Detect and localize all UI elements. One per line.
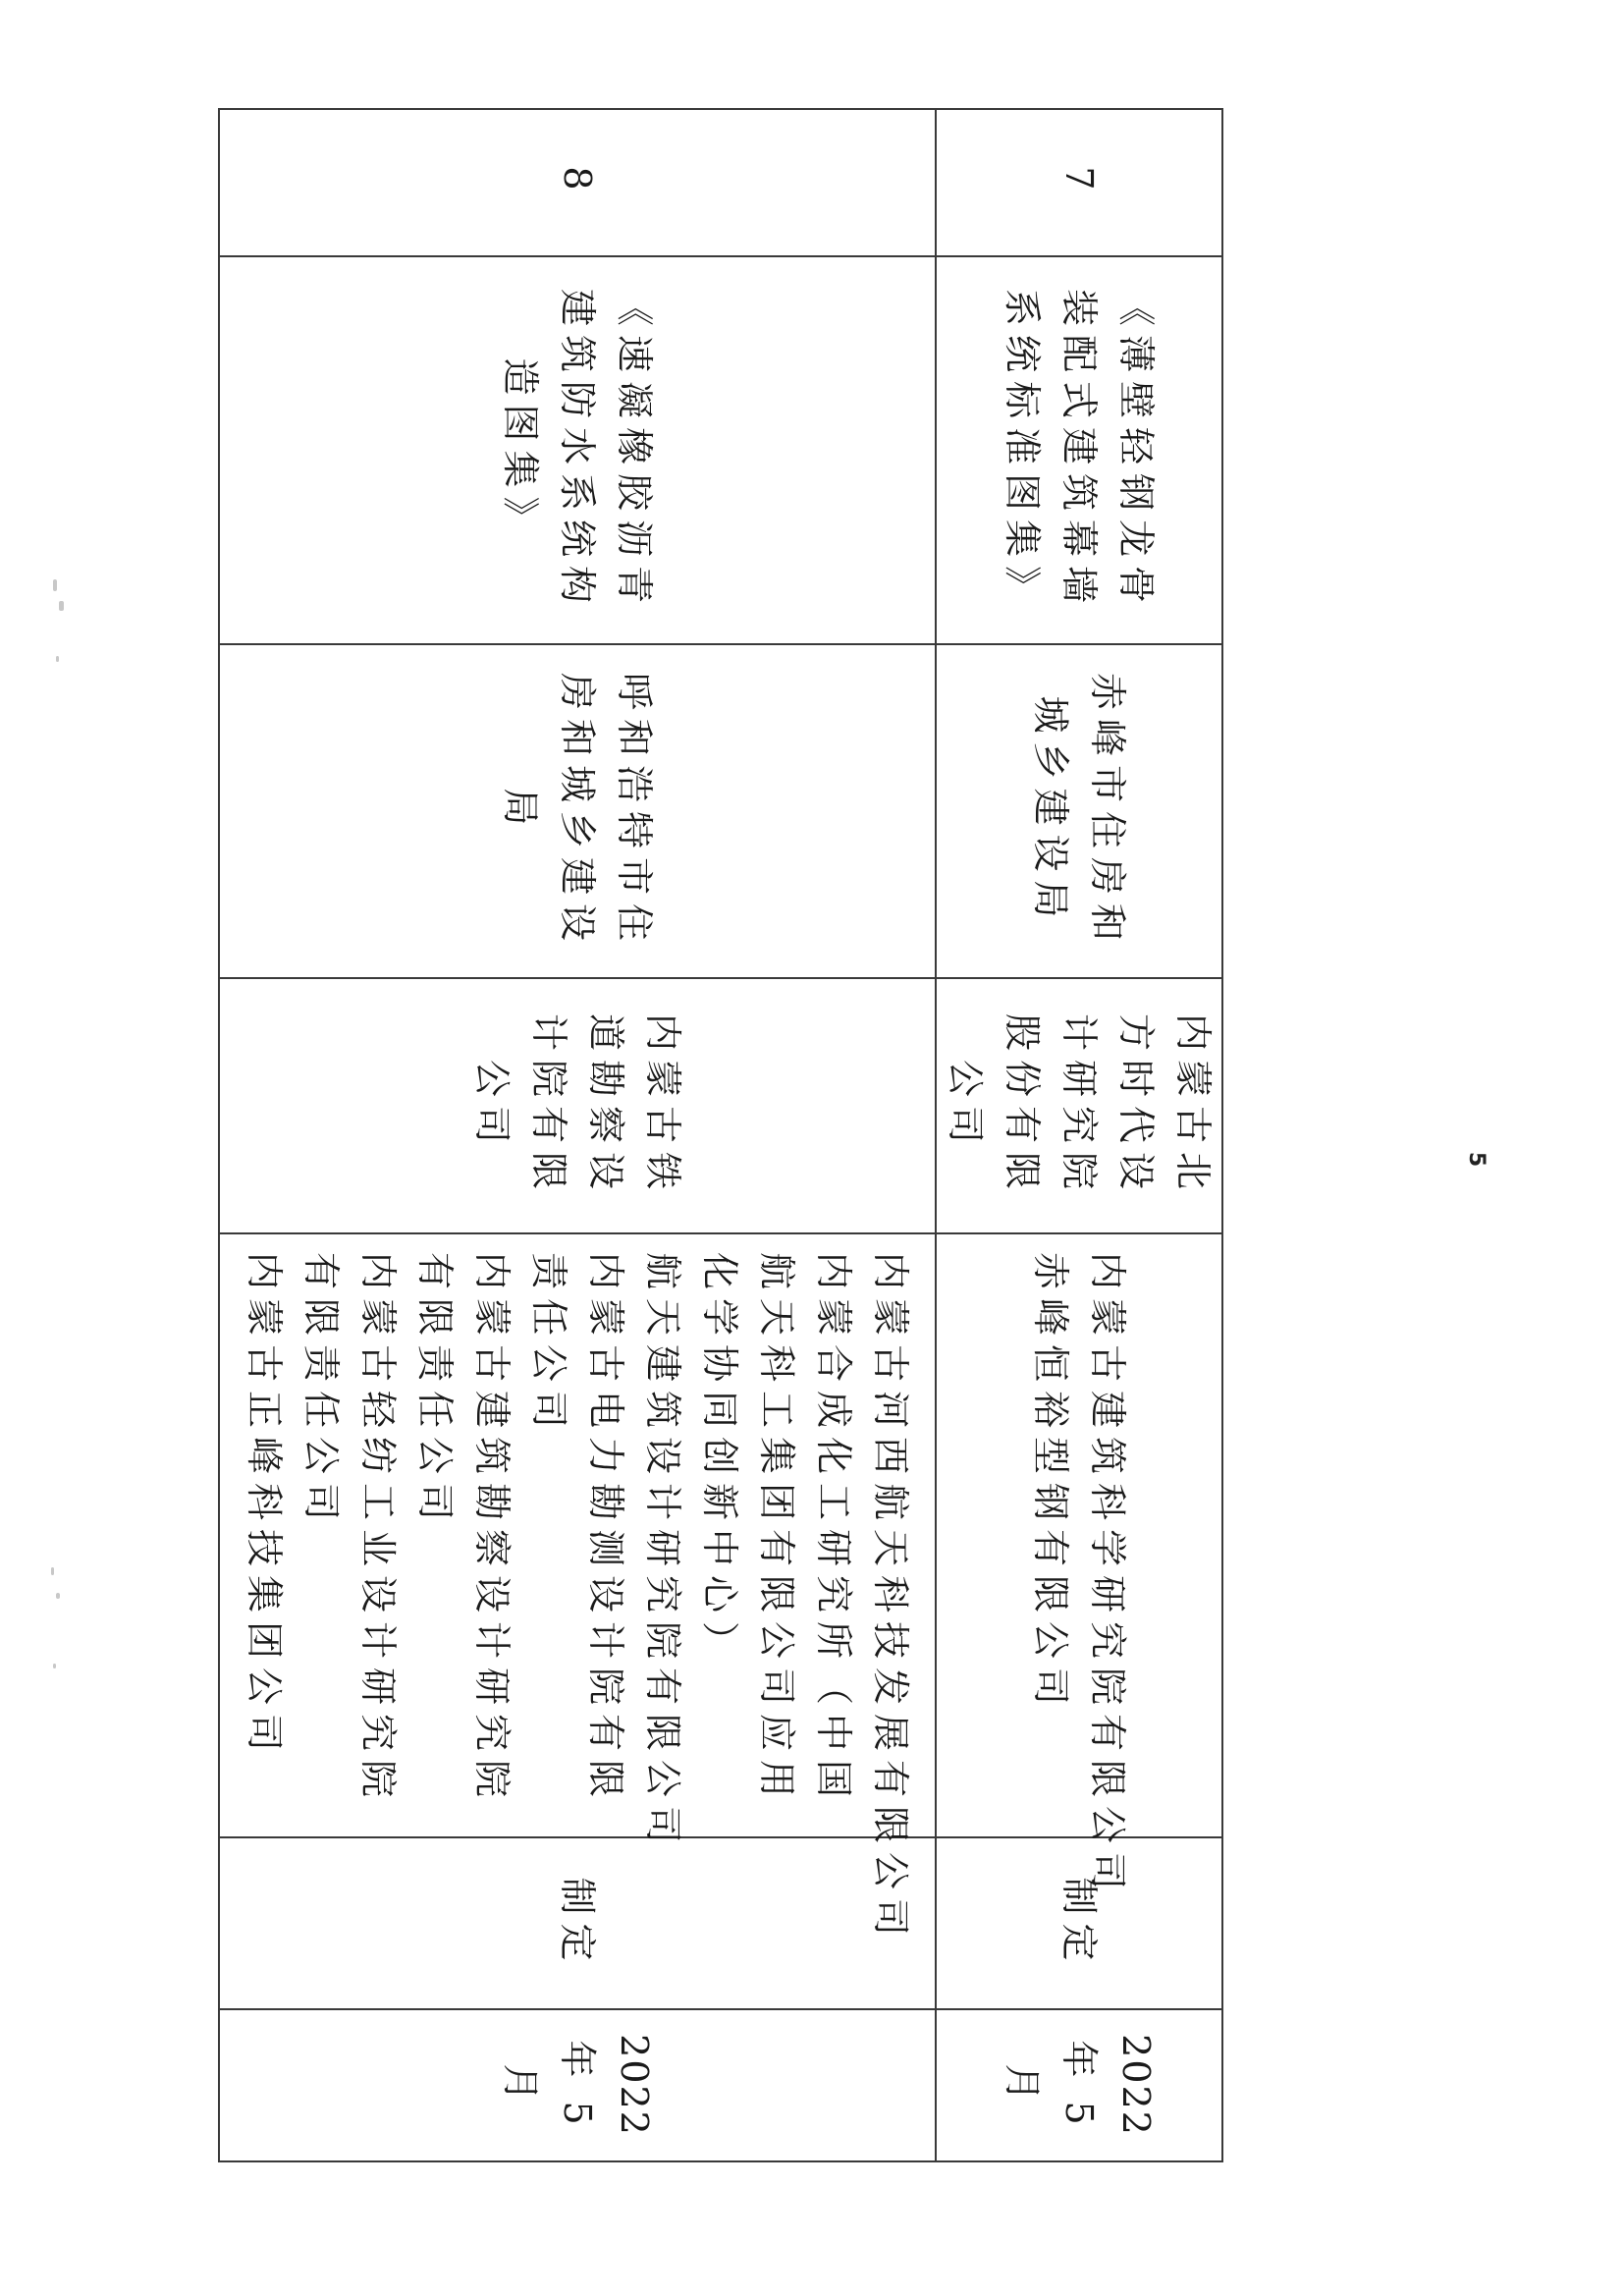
- scan-speck: [56, 656, 59, 662]
- completion-date: [219, 2009, 936, 2161]
- scan-speck: [59, 601, 64, 611]
- date-month: 年 5 月: [499, 2040, 599, 2131]
- participant-unit: 内蒙古河西航天科技发展有限公司: [869, 1252, 912, 1945]
- completion-date: [936, 2009, 1222, 2161]
- rotated-table-container: [242, 108, 1223, 2137]
- atlas-name: 《速凝橡胶沥青建筑防水系统构造图集》: [219, 256, 936, 644]
- row-number: 7: [936, 109, 1222, 256]
- date-year: 2022: [1114, 2034, 1158, 2137]
- table-row: [219, 109, 936, 2161]
- date-year: 2022: [613, 2034, 656, 2137]
- row-number: 8: [219, 109, 936, 256]
- organizer-unit: 赤峰市住房和城乡建设局: [936, 644, 1222, 978]
- participant-unit: 内蒙古正峰科技集团公司: [243, 1252, 286, 1761]
- table-row: [936, 109, 1222, 2161]
- participant-unit: 内蒙古电力勘测设计院有限责任公司: [527, 1252, 627, 1807]
- participant-unit: 内蒙古轻纺工业设计研究院有限责任公司: [299, 1252, 400, 1807]
- compiler-unit: 内蒙古北方时代设计研究院股份有限公司: [936, 978, 1222, 1233]
- scan-speck: [53, 579, 57, 591]
- scan-speck: [51, 1567, 54, 1575]
- compiler-unit: 内蒙古铁道勘察设计院有限公司: [219, 978, 936, 1233]
- participant-unit: 航天建筑设计研究院有限公司: [641, 1252, 684, 1853]
- date-month: 年 5 月: [1001, 2040, 1101, 2131]
- organizer-unit: 呼和浩特市住房和城乡建设局: [219, 644, 936, 978]
- participant-units: [936, 1233, 1222, 1899]
- work-type: 制定: [936, 1837, 1222, 2009]
- atlas-name: 《薄壁轻钢龙骨装配式建筑幕墙系统标准图集》: [936, 256, 1222, 644]
- participant-unit: 内蒙合成化工研究所（中国航天科工集团有限公司应用化学协同创新中心）: [698, 1252, 855, 1807]
- participant-unit: 赤峰恒裕型钢有限公司: [1029, 1252, 1072, 1715]
- standards-table-region: [242, 108, 1223, 2137]
- participant-unit: 内蒙古建筑科学研究院有限公司: [1086, 1252, 1129, 1899]
- participant-unit: 内蒙古建筑勘察设计研究院有限责任公司: [413, 1252, 514, 1807]
- scan-speck: [53, 1664, 56, 1668]
- work-type: 制定: [219, 1837, 936, 2009]
- page-number: 5: [1464, 1151, 1489, 1168]
- scan-speck: [56, 1593, 60, 1599]
- standards-table: [218, 108, 1223, 2162]
